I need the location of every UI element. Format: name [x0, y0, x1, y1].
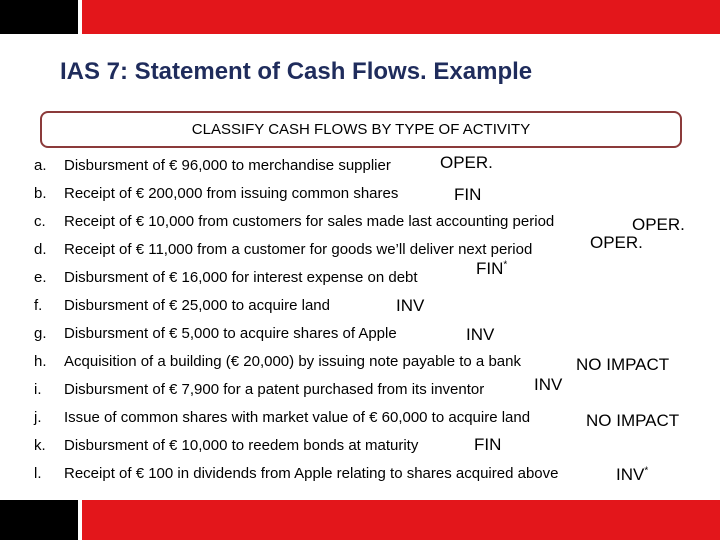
item-text: Disbursment of € 25,000 to acquire land	[64, 297, 330, 314]
item-text: Receipt of € 10,000 from customers for sales made last accounting period	[64, 213, 555, 230]
top-red-bar	[82, 0, 720, 34]
item-classification: NO IMPACT	[586, 411, 680, 430]
item-letter: a.	[34, 157, 47, 174]
item-classification: OPER.	[590, 233, 643, 252]
item-classification: INV	[534, 375, 563, 394]
list-item	[34, 259, 720, 293]
cash-flow-list	[34, 153, 720, 489]
item-text: Disbursment of € 10,000 to reedem bonds at maturity	[64, 437, 419, 454]
page-title: IAS 7: Statement of Cash Flows. Example	[60, 58, 533, 85]
list-item	[34, 405, 720, 433]
item-letter: h.	[34, 353, 47, 370]
item-text: Disbursment of € 7,900 for a patent purchased from its inventor	[64, 381, 485, 398]
list-item	[34, 433, 720, 461]
item-text: Issue of common shares with market value of € 60,000 to acquire land	[64, 409, 531, 426]
item-text: Receipt of € 11,000 from a customer for goods we’ll deliver next period	[64, 241, 533, 258]
item-classification: INV	[466, 325, 495, 344]
list-item	[34, 181, 720, 209]
item-classification: FIN	[474, 435, 502, 454]
item-classification: FIN*	[476, 259, 508, 278]
item-text: Acquisition of a building (€ 20,000) by issuing note payable to a bank	[64, 353, 521, 370]
item-letter: l.	[34, 465, 42, 482]
item-letter: b.	[34, 185, 47, 202]
item-classification: OPER.	[440, 153, 493, 172]
item-classification: FIN	[454, 185, 482, 204]
item-text: Disbursment of € 5,000 to acquire shares of Apple	[64, 325, 397, 342]
item-letter: c.	[34, 213, 46, 230]
item-text: Disbursment of € 16,000 for interest expense on debt	[64, 269, 418, 286]
list-item	[34, 377, 720, 405]
bottom-black-block	[0, 500, 78, 540]
item-letter: d.	[34, 241, 47, 258]
list-item	[34, 233, 720, 265]
item-letter: f.	[34, 297, 43, 314]
item-text: Receipt of € 200,000 from issuing common shares	[64, 185, 399, 202]
banner-text: CLASSIFY CASH FLOWS BY TYPE OF ACTIVITY	[191, 121, 531, 138]
item-letter: j.	[34, 409, 42, 426]
item-text: Disbursment of € 96,000 to merchandise supplier	[64, 157, 391, 174]
item-classification: NO IMPACT	[576, 355, 670, 374]
list-item	[34, 461, 720, 489]
item-letter: e.	[34, 269, 47, 286]
top-black-block	[0, 0, 78, 34]
bottom-red-bar	[82, 500, 720, 540]
list-item	[34, 293, 720, 321]
list-item	[34, 153, 720, 181]
list-item	[34, 349, 720, 377]
item-letter: k.	[34, 437, 46, 454]
item-classification: INV*	[616, 465, 649, 484]
item-letter: i.	[34, 381, 42, 398]
section-banner	[40, 111, 682, 148]
item-text: Receipt of € 100 in dividends from Apple relating to shares acquired above	[64, 465, 559, 482]
item-classification: OPER.	[632, 215, 685, 234]
item-letter: g.	[34, 325, 47, 342]
list-item	[34, 321, 720, 349]
item-classification: INV	[396, 296, 425, 315]
